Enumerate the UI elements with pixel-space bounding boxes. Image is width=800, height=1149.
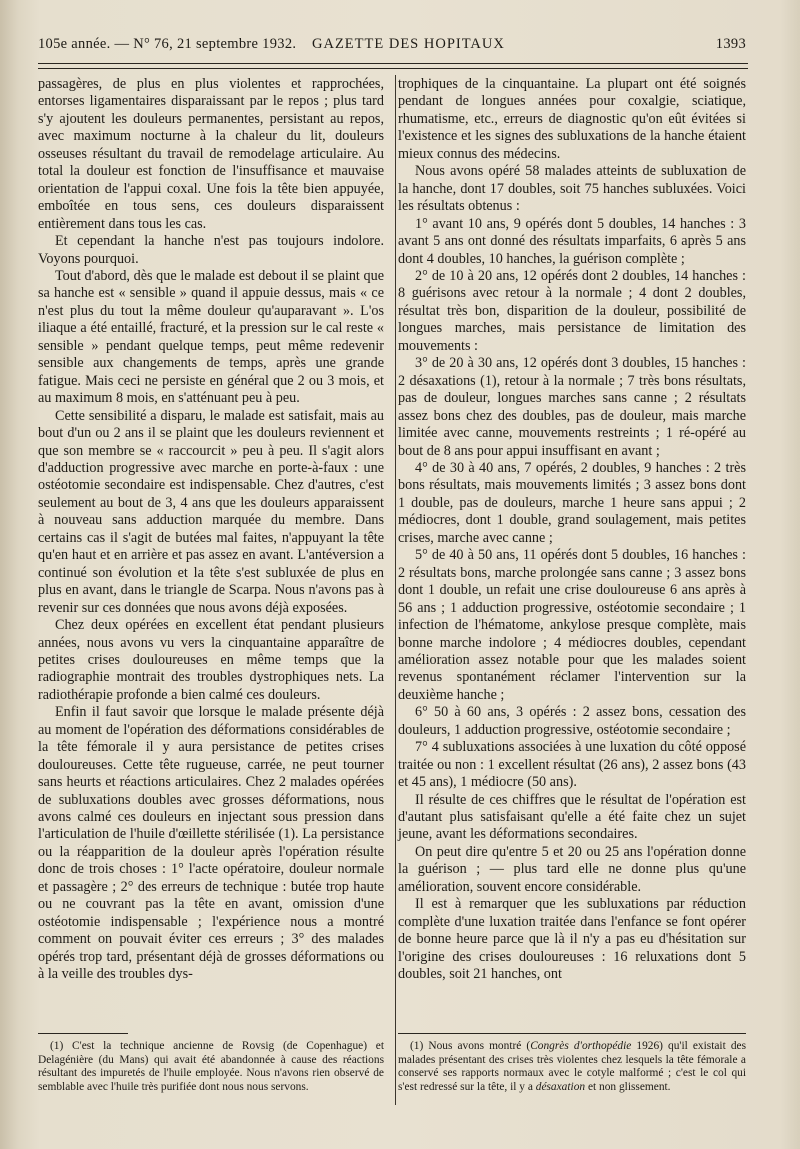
column-divider (395, 75, 396, 1105)
paragraph: Cette sensibilité a disparu, le malade est satisfait, mais au bout d'un ou 2 ans il se plaint que les douleurs reviennent et que son membre se « raccourcit » peu à peu. Il s'agit alors d'adduction progressive avec marche en porte-à-faux : une ostéotomie secondaire est indispensable. Chez d'autres, c'est seulement au bout de 3, 4 ans que les douleurs apparaissent à nouveau sans adduction marquée du membre. Dans certains cas il s'agit de butées mal faites, n'appuyant la tête qu'en haut et en arrière et pas assez en avant. L'antéversion a continué son évolution et la tête s'est subluxée de plus en plus en avant, dans le triangle de Scarpa. Nous n'avons pas à revenir sur ces données que nous avons déjà exposées. (38, 407, 384, 616)
paragraph: passagères, de plus en plus violentes et rapprochées, entorses ligamentaires disparaissant par le repos ; plus tard s'y ajoutent les douleurs permanentes, persistant au repos, avec maximum nocturne à la chaleur du lit, douleurs osseuses résultant du travail de remodelage articulaire. Au total la douleur est fonction de l'insuffisance et mauvaise orientation de l'appui coxal. Une fois la tête bien appuyée, emboîtée en tous sens, ces douleurs disparaissent entièrement dans tous les cas. (38, 76, 384, 232)
right-column (398, 76, 746, 984)
left-column (38, 76, 384, 984)
paragraph: Enfin il faut savoir que lorsque le malade présente déjà au moment de l'opération des déformations considérables de la tête fémorale il y aura persistance de petites crises douloureuses. Cette tête rugueuse, carrée, ne peut tourner sans heurts et réactions articulaires. Chez 2 malades opérées de subluxations doubles avec grosses déformations, nous avons calmé ces douleurs en injectant sous pression dans l'articulation de l'huile d'œillette stérilisée (1). La persistance ou la réapparition de la douleur après l'opération résulte donc de trois choses : 1° l'acte opératoire, douleur normale et passagère ; 2° des erreurs de technique : butée trop haute ou ne couvrant pas la tête en avant, omission d'une ostéotomie indispensable ; l'expérience nous a montré comment on pouvait éviter ces erreurs ; 3° des malades opérés trop tard, présentant déjà de grosses déformations ou à la veille des troubles dys- (38, 704, 384, 983)
paragraph: Et cependant la hanche n'est pas toujours indolore. Voyons pourquoi. (38, 233, 384, 267)
paragraph: On peut dire qu'entre 5 et 20 ou 25 ans l'opération donne la guérison ; — plus tard elle ne donne plus qu'une amélioration, souvent encore considérable. (398, 843, 746, 895)
footnote-left (38, 1040, 384, 1094)
footnote-text: (1) C'est la technique ancienne de Rovsig (de Copenhague) et Delagénière (du Mans) qui avait été abandonnée à cause des réactions résultant des impuretés de l'huile employée. Nous n'avons rien observé de semblable avec l'huile très purifiée dont nous nous servons. (38, 1040, 384, 1093)
journal-title: GAZETTE DES HOPITAUX (312, 36, 505, 52)
footnote-rule-right (398, 1033, 746, 1034)
header-rule-bottom (38, 68, 748, 69)
paragraph: Tout d'abord, dès que le malade est debout il se plaint que sa hanche est « sensible » quand il appuie dessus, mais « ce n'est plus du tout la même douleur qu'auparavant ». L'os iliaque a été entaillé, fracturé, et la pression sur le cal reste « sensible » pendant quelque temps, peut même redevenir sensible aux changements de temps, après une grande fatigue. Mais ceci ne persiste en général que 2 ou 3 mois, et au maximum 8 mois, en s'atténuant peu à peu. (38, 267, 384, 407)
result-item: 4° de 30 à 40 ans, 7 opérés, 2 doubles, 9 hanches : 2 très bons résultats, mais mouvements limités ; 3 assez bons dont 1 double, pas de douleurs, marche 1 heure sans appui ; 2 médiocres, dont 1 double, grand soulagement, mais petites crises, marche avec canne ; (398, 459, 746, 546)
footnote-term: désaxation (535, 1080, 586, 1093)
result-item: 3° de 20 à 30 ans, 12 opérés dont 3 doubles, 15 hanches : 2 désaxations (1), retour à la normale ; 7 très bons résultats, pas de douleur, longues marches sans canne ; 2 résultats assez bons chez des doubles, pas de douleur, mais marche limitée avec canne, mouvements restreints ; 1 ré-opéré au bout de 8 ans pour appui insuffisant en avant ; (398, 355, 746, 459)
result-item: 5° de 40 à 50 ans, 11 opérés dont 5 doubles, 16 hanches : 2 résultats bons, marche prolongée sans canne ; 3 assez bons dont 1 double, un refait une crise douloureuse 6 ans après à 56 ans ; 1 adduction progressive, ostéotomie secondaire ; 1 infection de l'hématome, ankylose presque complète, mais bonne marche indolore ; 4 médiocres doubles, cependant amélioration assez notable pour que les malades soient revenus spontanément réclamer l'intervention sur la deuxième hanche ; (398, 547, 746, 703)
footnote-middle: 1926) qu'il existait des malades présentant des crises très violentes chez lesquels la tête fémorale a conservé ses rapports normaux avec le cotyle malformé ; c'est le col qui s'est redressé sur la tête, il y a (398, 1040, 746, 1093)
header-rule-top (38, 63, 748, 64)
footnote-tail: et non glissement. (585, 1080, 671, 1093)
result-item: 2° de 10 à 20 ans, 12 opérés dont 2 doubles, 14 hanches : 8 guérisons avec retour à la normale ; 4 dont 2 doubles, résultat très bon, disparition de la douleur, possibilité de longues marches, mais persistance de limitation des mouvements : (398, 267, 746, 354)
page-number: 1393 (715, 36, 746, 52)
footnote-rule-left (38, 1033, 128, 1034)
result-item: 1° avant 10 ans, 9 opérés dont 5 doubles, 14 hanches : 3 avant 5 ans ont donné des résultats imparfaits, 6 après 5 ans dont 4 doubles, 10 hanches, la guérison complète ; (398, 215, 746, 267)
footnote-lead: (1) Nous avons montré ( (410, 1040, 531, 1052)
issue-info: 105e année. — N° 76, 21 septembre 1932. (38, 36, 297, 52)
result-item: 6° 50 à 60 ans, 3 opérés : 2 assez bons, cessation des douleurs, 1 adduction progressive, ostéotomie secondaire ; (398, 704, 746, 738)
footnote-citation: Congrès d'orthopédie (530, 1040, 632, 1052)
result-item: 7° 4 subluxations associées à une luxation du côté opposé traitée ou non : 1 excellent résultat (26 ans), 2 assez bons (43 et 45 ans), 1 médiocre (50 ans). (398, 739, 746, 791)
paragraph: Il est à remarquer que les subluxations par réduction complète d'une luxation traitée dans l'enfance se font opérer de bonne heure parce que là il n'y a pas eu d'hésitation sur l'origine des crises douloureuses : 16 reluxations dont 5 doubles, soit 21 hanches, ont (398, 896, 746, 983)
paragraph: Chez deux opérées en excellent état pendant plusieurs années, nous avons vu vers la cinquantaine apparaître de petites crises douloureuses en même temps que la radiographie montrait des troubles dystrophiques nets. La radiothérapie profonde a bien calmé ces douleurs. (38, 617, 384, 703)
paragraph: trophiques de la cinquantaine. La plupart ont été soignés pendant de longues années pour coxalgie, sciatique, rhumatisme, etc., erreurs de diagnostic qu'on eût évitées si l'existence et les signes des subluxations de la hanche étaient mieux connus des médecins. (398, 76, 746, 162)
paragraph: Nous avons opéré 58 malades atteints de subluxation de la hanche, dont 17 doubles, soit 75 hanches subluxées. Voici les résultats obtenus : (398, 163, 746, 215)
paragraph: Il résulte de ces chiffres que le résultat de l'opération est d'autant plus satisfaisant qu'elle a été faite chez un sujet jeune, avant les déformations secondaires. (398, 791, 746, 843)
footnote-right (398, 1040, 746, 1094)
running-header (38, 36, 746, 58)
footnote-text (398, 1040, 746, 1094)
